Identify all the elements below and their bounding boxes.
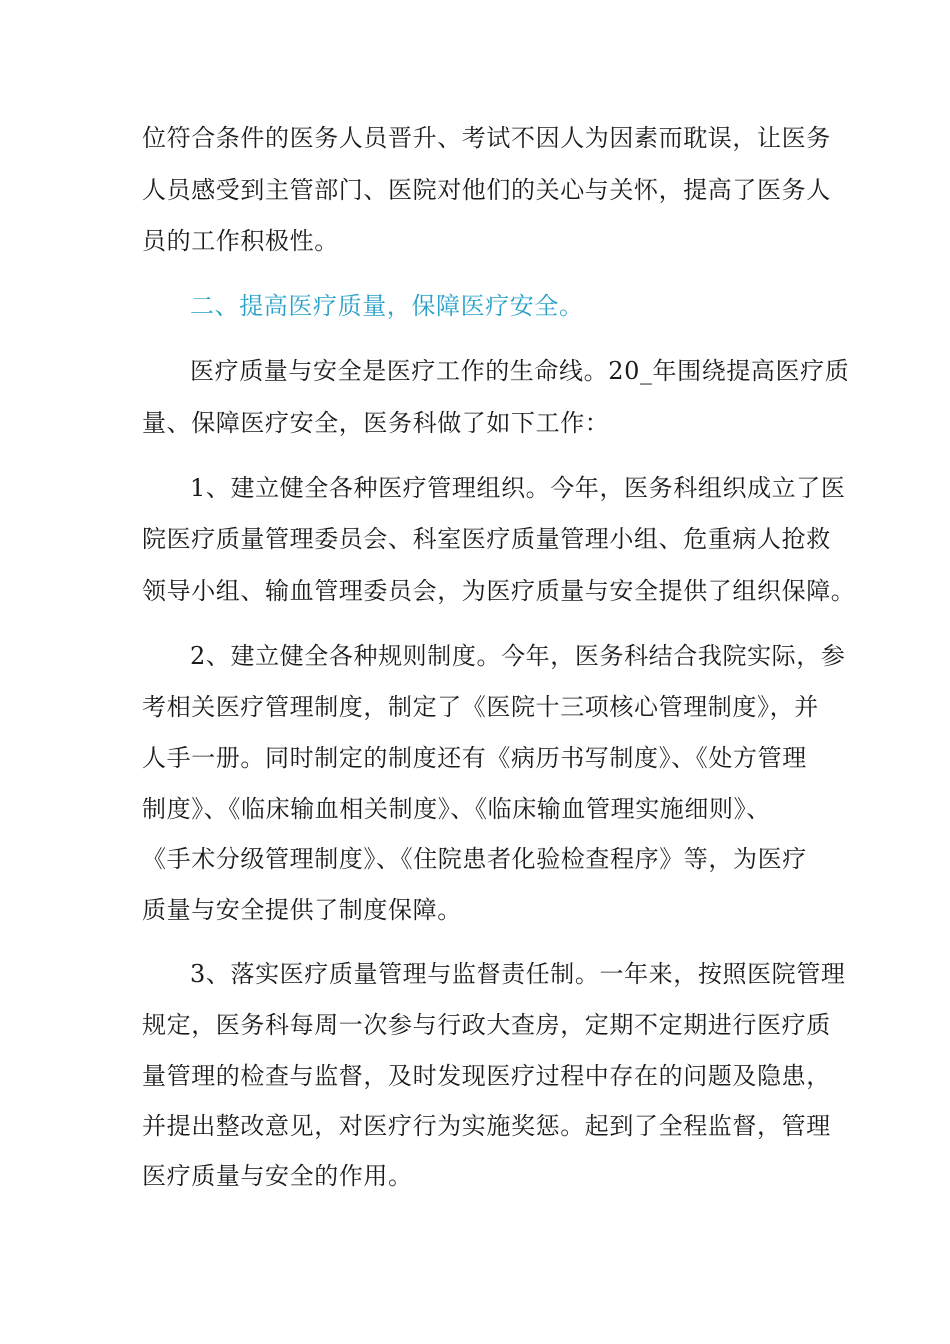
paragraph-4-line-2: 考相关医疗管理制度，制定了《医院十三项核心管理制度》，并 bbox=[142, 693, 819, 721]
paragraph-2-line-1: 医疗质量与安全是医疗工作的生命线。20_年围绕提高医疗质 bbox=[190, 357, 850, 385]
paragraph-1-line-3: 员的工作积极性。 bbox=[142, 227, 339, 255]
paragraph-5-line-3: 量管理的检查与监督，及时发现医疗过程中存在的问题及隐患， bbox=[142, 1062, 831, 1090]
paragraph-4-line-4: 制度》、《临床输血相关制度》、《临床输血管理实施细则》、 bbox=[142, 795, 771, 823]
paragraph-4-line-1: 2、建立健全各种规则制度。今年，医务科结合我院实际，参 bbox=[190, 642, 846, 670]
paragraph-4-line-6: 质量与安全提供了制度保障。 bbox=[142, 896, 462, 924]
paragraph-1-line-2: 人员感受到主管部门、医院对他们的关心与关怀，提高了医务人 bbox=[142, 176, 831, 204]
paragraph-4-line-5: 《手术分级管理制度》、《住院患者化验检查程序》等，为医疗 bbox=[142, 845, 807, 873]
paragraph-5-line-5: 医疗质量与安全的作用。 bbox=[142, 1162, 413, 1190]
paragraph-3-line-2: 院医疗质量管理委员会、科室医疗质量管理小组、危重病人抢救 bbox=[142, 525, 831, 553]
paragraph-3-line-3: 领导小组、输血管理委员会，为医疗质量与安全提供了组织保障。 bbox=[142, 577, 856, 605]
paragraph-5-line-1: 3、落实医疗质量管理与监督责任制。一年来，按照医院管理 bbox=[190, 960, 846, 988]
paragraph-1-line-1: 位符合条件的医务人员晋升、考试不因人为因素而耽误，让医务 bbox=[142, 124, 831, 152]
paragraph-3-line-1: 1、建立健全各种医疗管理组织。今年，医务科组织成立了医 bbox=[190, 474, 846, 502]
paragraph-2-line-2: 量、保障医疗安全，医务科做了如下工作： bbox=[142, 409, 610, 437]
section-heading: 二、提高医疗质量，保障医疗安全。 bbox=[190, 292, 584, 320]
paragraph-5-line-2: 规定，医务科每周一次参与行政大查房，定期不定期进行医疗质 bbox=[142, 1011, 831, 1039]
paragraph-5-line-4: 并提出整改意见，对医疗行为实施奖惩。起到了全程监督，管理 bbox=[142, 1112, 831, 1140]
paragraph-4-line-3: 人手一册。同时制定的制度还有《病历书写制度》、《处方管理 bbox=[142, 744, 807, 772]
